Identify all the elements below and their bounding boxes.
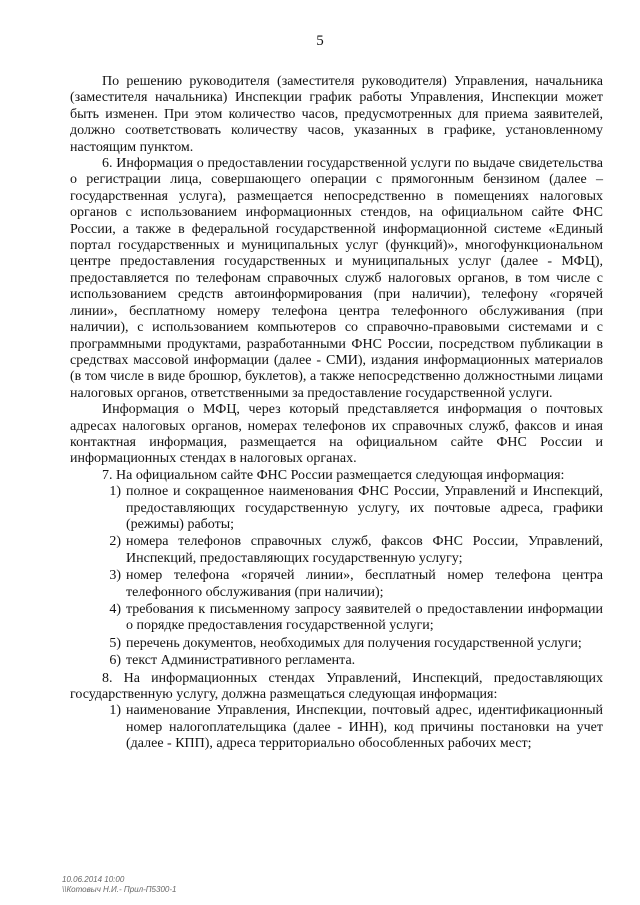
document-body (70, 74, 603, 754)
list-item-number: 2) (109, 534, 121, 550)
list-item-text: требования к письменному запросу заявителей о предоставлении информации о порядке предоставления государственной услуги; (126, 602, 603, 634)
page-number: 5 (316, 33, 324, 49)
list-item-number: 4) (109, 602, 121, 617)
list-item (70, 534, 603, 567)
paragraph-mfc: Информация о МФЦ, через который представляется информация о почтовых адресах налоговых органов, номерах телефонов их справочных служб, факсов и иная контактная информация, размещается на официальном сайте ФНС России и информационных стендах в налоговых органах. (70, 402, 603, 467)
list-item-number: 1) (109, 484, 121, 500)
list-item-text: номера телефонов справочных служб, факсов ФНС России, Управлений, Инспекций, предоставляющих государственную услугу; (126, 534, 603, 566)
footer-stamp (62, 875, 176, 895)
list-item (70, 636, 603, 652)
footer-date: 10.06.2014 10:00 (62, 875, 125, 884)
list-item-text: текст Административного регламента. (126, 653, 356, 669)
list-item (70, 703, 603, 752)
list-item (70, 568, 603, 601)
list-item (70, 602, 603, 635)
list-item-text: наименование Управления, Инспекции, почтовый адрес, идентификационный номер налогоплательщика (далее - ИНН), код причины постановки на учет (далее - КПП), адреса территориально обособленных рабочих мест; (126, 703, 603, 752)
list-item-text: номер телефона «горячей линии», бесплатный номер телефона центра телефонного обслуживания (при наличии); (126, 568, 603, 600)
list-item (70, 484, 603, 533)
list-item-number: 3) (109, 568, 121, 584)
list-item-number: 1) (109, 703, 121, 719)
list-7 (70, 484, 603, 669)
list-item-text: перечень документов, необходимых для получения государственной услуги; (126, 635, 582, 651)
paragraph-schedule: По решению руководителя (заместителя руководителя) Управления, начальника (заместителя начальника) Инспекции график работы Управления, Инспекции может быть изменен. При этом количество часов, предусмотренных для приема заявителей, должно соответствовать количеству часов, указанных в графике, установленному настоящим пунктом. (70, 74, 603, 155)
paragraph-7: 7. На официальном сайте ФНС России размещается следующая информация: (102, 467, 565, 483)
paragraph-6: 6. Информация о предоставлении государственной услуги по выдаче свидетельства о регистрации лица, совершающего операции с прямогонным бензином (далее – государственная услуга), размещается непосредственно в помещениях налоговых органов с использованием информационных стендов, на официальном сайте ФНС России, а также в федеральной государственной информационной системе «Единый портал государственных и муниципальных услуг (функций)», многофункциональном центре предоставления государственных и муниципальных услуг (далее - МФЦ), предоставляется по телефонам справочных служб налоговых органов, в том числе с использованием средств автоинформирования (при наличии), телефону «горячей линии», бесплатному номеру телефона центра телефонного обслуживания (при наличии), с использованием компьютеров со справочно-правовыми системами и с программными продуктами, разработанными ФНС России, посредством публикации в средствах массовой информации (далее - СМИ), издания информационных материалов (в том числе в виде брошюр, буклетов), а также непосредственно должностными лицами налоговых органов, ответственными за предоставление государственной услуги. (70, 156, 603, 401)
list-item-number: 6) (109, 653, 121, 669)
list-item (70, 653, 603, 669)
paragraph-8: 8. На информационных стендах Управлений, Инспекций, предоставляющих государственную услугу, должна размещаться следующая информация: (70, 670, 603, 703)
list-8 (70, 703, 603, 752)
list-item-number: 5) (109, 635, 121, 651)
footer-path: \\Котовыч Н.И.- Прил-П5300-1 (62, 885, 177, 894)
list-item-text: полное и сокращенное наименования ФНС России, Управлений и Инспекций, предоставляющих государственную услугу, их почтовые адреса, графики (режимы) работы; (126, 484, 603, 532)
